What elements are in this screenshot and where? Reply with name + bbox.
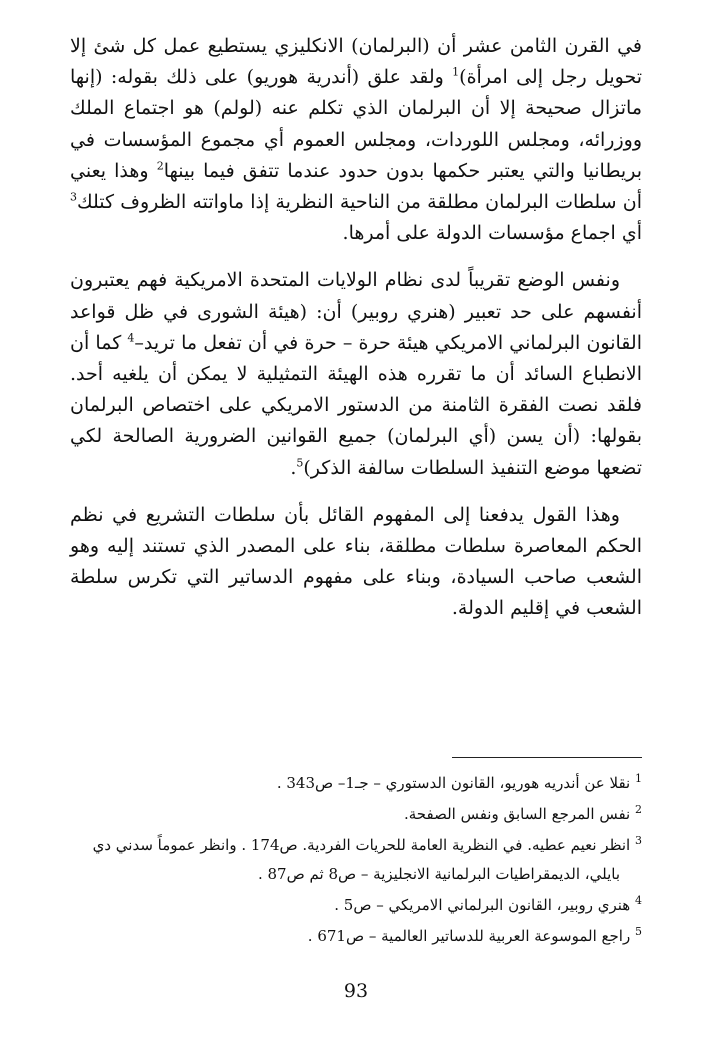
footnote-number: 3 bbox=[635, 834, 642, 847]
paragraph-1-text-c: وهذا يعني أن سلطات البرلمان مطلقة من الناحية النظرية إذا ماواتته الظروف كتلك bbox=[70, 159, 642, 214]
footnote-3 bbox=[70, 835, 642, 884]
footnote-ref-5[interactable]: 5 bbox=[296, 456, 304, 470]
paragraph-1-text-b: ولقد علق (أندرية هوريو) على ذلك بقوله: (إنها ماتزال صحيحة إلا أن البرلمان الذي تكلم عنه (لولم) هو اجتماع الملك ووزرائه، ومجلس اللوردات، ومجلس العموم أي مجموع المؤسسات في بريطانيا والتي يعتبر حكمها بدون حدود عندما تتفق فيما بينها bbox=[70, 66, 642, 182]
footnotes bbox=[70, 773, 642, 957]
footnote-ref-3[interactable]: 3 bbox=[70, 190, 77, 204]
footnote-continuation: بايلي، الديمقراطيات البرلمانية الانجليزية – ص8 ثم ص87 . bbox=[257, 865, 620, 883]
page-body bbox=[70, 22, 642, 1042]
footnote-text: راجع الموسوعة العربية للدساتير العالمية – ص671 . bbox=[307, 927, 631, 945]
page-number: 93 bbox=[343, 980, 369, 1002]
footnote-ref-2[interactable]: 2 bbox=[156, 159, 164, 173]
paragraph-1 bbox=[70, 31, 642, 249]
footnote-5 bbox=[70, 926, 642, 946]
footnote-number: 1 bbox=[635, 772, 642, 785]
paragraph-2-text-b: كما أن الانطباع السائد أن ما تقرره هذه الهيئة التمثيلية لا يمكن أن يلغيه أحد. فلقد نصت الفقرة الثامنة من الدستور الامريكي على اختصاص البرلمان بقولها: (أن يسن (أي البرلمان) جميع القوانين الضرورية الصالحة لكي تضعها موضع التنفيذ السلطات سالفة الذكر) bbox=[70, 331, 642, 479]
footnote-ref-4[interactable]: 4 bbox=[127, 331, 135, 345]
footnote-number: 5 bbox=[635, 925, 642, 938]
footnote-text: نفس المرجع السابق ونفس الصفحة. bbox=[403, 805, 631, 823]
footnote-text: هنري روبير، القانون البرلماني الامريكي – ص5 . bbox=[334, 896, 631, 914]
paragraph-2-text-c: . bbox=[290, 456, 297, 479]
paragraph-1-text-d: أي اجماع مؤسسات الدولة على أمرها. bbox=[342, 222, 642, 245]
footnote-number: 4 bbox=[635, 894, 642, 907]
footnote-number: 2 bbox=[635, 803, 642, 816]
footnote-text: نقلا عن أندريه هوريو، القانون الدستوري – جـ1– ص343 . bbox=[276, 774, 631, 792]
footnote-text: انظر نعيم عطيه. في النظرية العامة للحريات الفردية. ص174 . وانظر عموماً سدني دي bbox=[92, 836, 631, 854]
footnote-2 bbox=[70, 804, 642, 824]
footnote-separator bbox=[452, 757, 642, 758]
paragraph-2 bbox=[70, 265, 642, 483]
paragraph-1-text-a: في القرن الثامن عشر أن (البرلمان) الانكليزي يستطيع عمل كل شئ إلا تحويل رجل إلى امرأة) bbox=[70, 35, 642, 89]
footnote-4 bbox=[70, 895, 642, 915]
paragraph-3 bbox=[70, 500, 642, 625]
footnote-1 bbox=[70, 773, 642, 793]
footnote-ref-1[interactable]: 1 bbox=[452, 65, 460, 79]
paragraph-3-text-a: وهذا القول يدفعنا إلى المفهوم القائل بأن سلطات التشريع في نظم الحكم المعاصرة سلطات مطلقة، بناء على المصدر الذي تستند إليه وهو الشعب صاحب السيادة، وبناء على مفهوم الدساتير التي تكرس سلطة الشعب في إقليم الدولة. bbox=[70, 503, 642, 620]
paragraph-2-text-a: ونفس الوضع تقريباً لدى نظام الولايات المتحدة الامريكية فهم يعتبرون أنفسهم على حد تعبير (هنري روبير) أن: (هيئة الشورى في ظل قواعد القانون البرلماني الامريكي هيئة حرة – حرة في أن تفعل ما تريد– bbox=[70, 269, 642, 354]
